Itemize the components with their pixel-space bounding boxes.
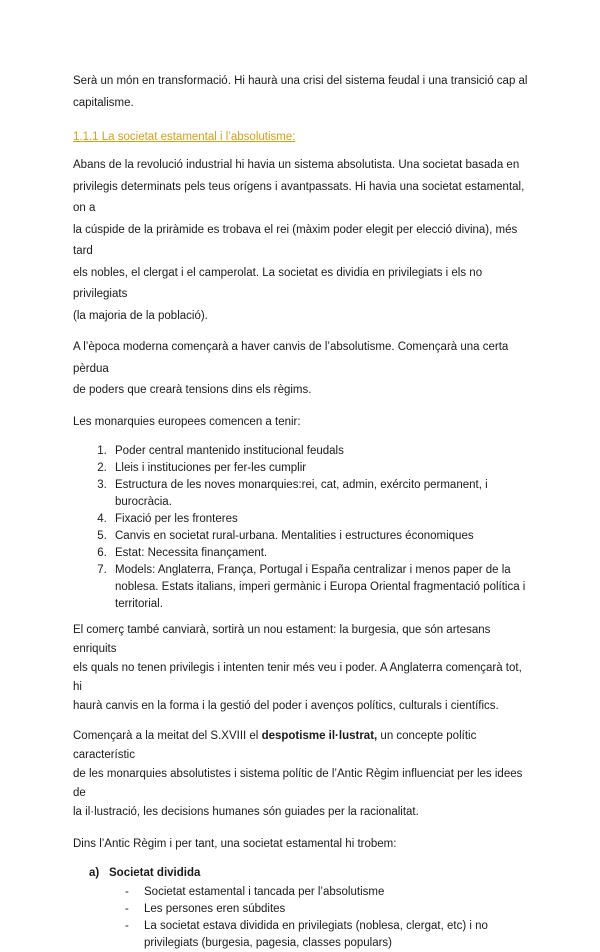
text-line: la il·lustració, les decisions humanes són guiades per la racionalitat. [73,806,419,818]
list-item: 4. Fixació per les fronteres [110,511,533,528]
paragraph-ancien-regime: Dins l’Antic Règim i per tant, una societat estamental hi trobem: [73,838,397,850]
intro-line: capitalisme. [73,96,134,109]
text-line: els nobles, el clergat i el camperolat. La societat es dividia en privilegiats i els no privilegiats [73,266,483,300]
text-line: (la majoria de la població). [73,309,208,322]
list-item: 3. Estructura de les noves monarquies:rei, cat, admin, exército permanent, i burocràcia. [110,477,533,511]
text-line: haurà canvis en la forma i la gestió del poder i avenços polítics, culturals i científics. [73,700,499,712]
list-item: 6. Estat: Necessita finançament. [110,545,533,562]
text-line: la cúspide de la priràmide es trobava el rei (màxim poder elegit per elecció divina), més tard [73,223,518,257]
list-item: 2. Lleis i instituciones per fer-les cumplir [110,460,533,477]
text-line: un concepte polític característic [73,730,477,761]
document-body [73,71,533,952]
text-line: de les monarquies absolutistes i sistema polític de l’Antic Règim influenciat per les idees de [73,768,523,799]
list-item: 7. Models: Anglaterra, França, Portugal i España centralizar i menos paper de la noblesa. Estats italians, imperi germànic i Europa Oriental fragmentació política i territorial. [110,562,533,613]
list-item: 1. Poder central mantenido institucional feudals [110,443,533,460]
section-heading: 1.1.1 La societat estamental i l’absolutisme: [73,131,296,143]
text-line: privilegis determinats pels teus orígens i avantpassats. Hi havia una societat estamental, on a [73,180,525,214]
text-line: A l’època moderna començarà a haver canvis de l’absolutisme. Començarà una certa pèrdua [73,341,509,375]
list-item: - La societat estava dividida en privilegiats (noblesa, clergat, etc) i no privilegiats (burgesia, pagesia, classes populars) [144,918,533,952]
intro-line: Serà un món en transformació. Hi haurà una crisi del sistema feudal i una transició cap al [73,75,528,87]
intro-paragraph [73,71,533,114]
list-item: 5. Canvis en societat rural-urbana. Mentalities i estructures économiques [110,528,533,545]
bold-term: despotisme il·lustrat, [261,730,378,742]
text-line: Abans de la revolució industrial hi havia un sistema absolutista. Una societat basada en [73,159,520,171]
divided-society-list [73,884,533,952]
paragraph-absolutism [73,155,533,327]
text-line: Començarà a la meitat del S.XVIII el [73,730,262,742]
paragraph-enlightened-despotism [73,727,533,822]
monarchies-list [73,443,533,613]
subsection-label: a) [89,867,100,879]
subsection-a-heading [89,865,533,882]
text-line: de poders que crearà tensions dins els règims. [73,384,312,396]
subsection-title: Societat dividida [109,867,201,879]
paragraph-commerce [73,621,533,716]
paragraph-modern-era [73,337,533,402]
text-line: El comerç també canviarà, sortirà un nou estament: la burgesia, que són artesans enriquits [73,624,491,655]
list-intro: Les monarquies europees comencen a tenir: [73,415,301,428]
text-line: els quals no tenen privilegis i intenten tenir més veu i poder. A Anglaterra començarà tot, hi [73,662,522,693]
list-item: - Societat estamental i tancada per l’absolutisme [144,884,533,901]
list-item: - Les persones eren súbdites [144,901,533,918]
